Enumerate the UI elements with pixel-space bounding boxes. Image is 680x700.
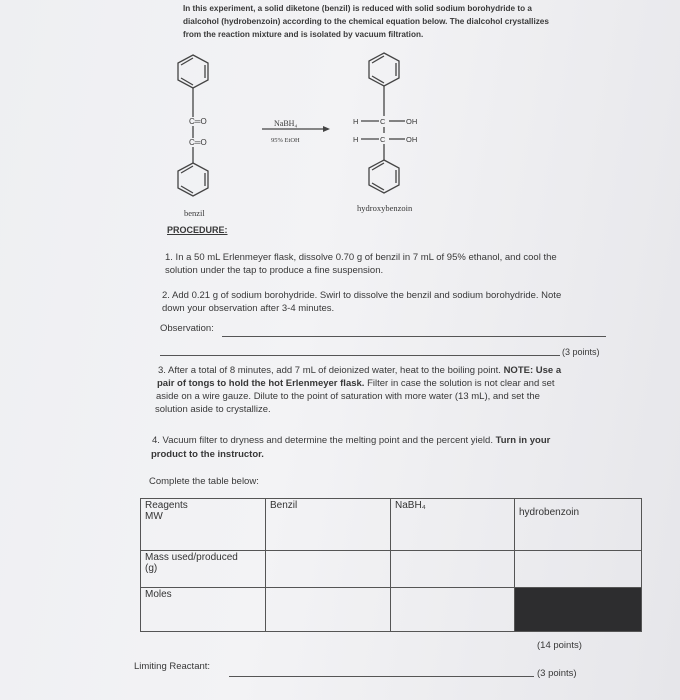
step-1-line-a: 1. In a 50 mL Erlenmeyer flask, dissolve 0.70 g of benzil in 7 mL of 95% ethanol, and cool the [165,252,557,263]
mass-label: Mass used/produced [145,552,238,563]
intro-line-1: In this experiment, a solid diketone (benzil) is reduced with solid sodium borohydride to a [183,4,532,13]
observation-label: Observation: [160,323,214,334]
reagent-label: NaBH₄ [274,119,298,128]
carbonyl-label-top: C═O [189,117,207,126]
step-3-line-c: aside on a wire gauze. Dilute to the point of saturation with more water (13 mL), and set the [156,391,540,402]
limiting-reactant-answer-line[interactable] [229,676,534,677]
step-1-line-b: solution under the tap to produce a fine suspension. [165,265,384,276]
h-label-top: H [353,117,359,126]
nabh4-mass-cell[interactable] [391,551,515,588]
hydrobenzoin-moles-cell-shaded [515,588,642,632]
procedure-heading: PROCEDURE: [167,225,228,235]
step-3-line-d: solution aside to crystallize. [155,404,271,415]
product-name: hydroxybenzoin [357,203,413,213]
reagents-header: Reagents [145,500,188,511]
oh-label-top: OH [406,117,418,126]
observation-answer-line-2[interactable] [160,355,560,356]
limiting-reactant-label: Limiting Reactant: [134,661,211,672]
observation-points: (3 points) [562,347,600,357]
moles-label: Moles [141,588,266,632]
c-label-bottom: C [380,135,386,144]
step-3-line-a: 3. After a total of 8 minutes, add 7 mL of deionized water, heat to the boiling point. NOTE: Use a [158,365,562,376]
nabh4-header: NaBH₄ [391,499,515,551]
table-row [141,588,642,632]
reagents-header-cell [141,499,266,551]
hydrobenzoin-header: hydrobenzoin [515,499,642,551]
benzil-mass-cell[interactable] [266,551,391,588]
table-points: (14 points) [537,640,582,651]
reagents-table [140,498,642,632]
h-label-bottom: H [353,135,359,144]
step-4-line-b: product to the instructor. [151,449,264,460]
carbonyl-label-bottom: C═O [189,138,207,147]
limiting-points: (3 points) [537,668,577,679]
hydrobenzoin-mass-cell[interactable] [515,551,642,588]
intro-line-3: from the reaction mixture and is isolated by vacuum filtration. [183,30,424,39]
benzil-moles-cell[interactable] [266,588,391,632]
mw-label: MW [145,511,163,522]
intro-line-2: dialcohol (hydrobenzoin) according to the chemical equation below. The dialcohol crystallizes [183,17,549,26]
benzil-header: Benzil [266,499,391,551]
step-2-line-b: down your observation after 3-4 minutes. [162,303,335,314]
mass-unit-label: (g) [145,563,158,574]
observation-answer-line[interactable] [222,336,606,337]
table-prompt: Complete the table below: [149,476,259,487]
step-4-line-a: 4. Vacuum filter to dryness and determine the melting point and the percent yield. Turn in your [152,435,551,446]
mass-label-cell [141,551,266,588]
conditions-label: 95% EtOH [271,137,300,144]
step-2-line-a: 2. Add 0.21 g of sodium borohydride. Swirl to dissolve the benzil and sodium borohydride. Note [162,290,562,301]
table-row [141,551,642,588]
reaction-scheme [0,0,680,215]
nabh4-moles-cell[interactable] [391,588,515,632]
reactant-name: benzil [184,208,205,218]
table-row [141,499,642,551]
oh-label-bottom: OH [406,135,418,144]
c-label-top: C [380,117,386,126]
step-3-line-b: pair of tongs to hold the hot Erlenmeyer flask. Filter in case the solution is not clear and set [157,378,555,389]
